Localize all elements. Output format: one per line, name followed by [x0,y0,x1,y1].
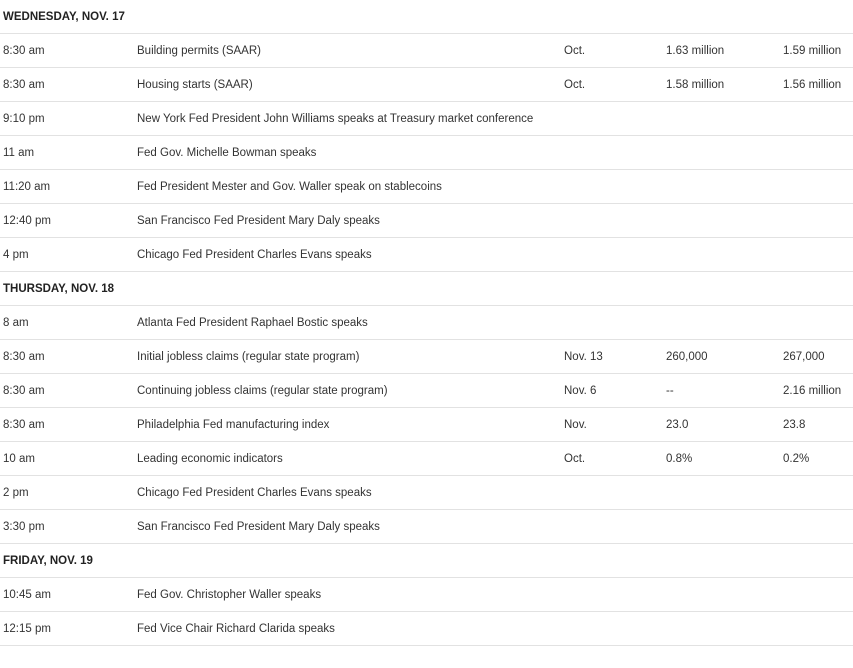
event-period: Nov. 6 [564,385,597,397]
event-forecast: 23.0 [666,419,689,431]
event-previous: 23.8 [783,419,806,431]
event-description: Housing starts (SAAR) [137,79,253,91]
day-header [0,272,853,306]
event-time: 8:30 am [3,385,45,397]
event-description: Fed Gov. Michelle Bowman speaks [137,147,317,159]
day-title: WEDNESDAY, NOV. 17 [3,11,125,23]
event-period: Oct. [564,79,586,91]
event-previous: 0.2% [783,453,810,465]
event-time: 12:40 pm [3,215,51,227]
event-description: San Francisco Fed President Mary Daly speaks [137,521,380,533]
event-description: Continuing jobless claims (regular state program) [137,385,388,397]
event-row [0,612,853,646]
event-row [0,408,853,442]
event-previous: 1.59 million [783,45,842,57]
event-time: 9:10 pm [3,113,45,125]
event-row [0,510,853,544]
event-row [0,136,853,170]
event-period: Nov. [564,419,587,431]
day-title: FRIDAY, NOV. 19 [3,555,93,567]
day-header [0,544,853,578]
event-time: 8 am [3,317,29,329]
event-time: 3:30 pm [3,521,45,533]
event-description: Chicago Fed President Charles Evans speaks [137,249,372,261]
event-row [0,442,853,476]
event-previous: 1.56 million [783,79,842,91]
event-row [0,102,853,136]
event-description: Philadelphia Fed manufacturing index [137,419,330,431]
event-time: 8:30 am [3,45,45,57]
event-time: 8:30 am [3,351,45,363]
event-row [0,476,853,510]
event-row [0,340,853,374]
event-forecast: 1.63 million [666,45,725,57]
event-row [0,374,853,408]
event-description: Leading economic indicators [137,453,283,465]
event-row [0,204,853,238]
day-header [0,0,853,34]
event-description: Fed President Mester and Gov. Waller speak on stablecoins [137,181,442,193]
event-time: 11 am [3,147,35,159]
event-description: New York Fed President John Williams speaks at Treasury market conference [137,113,534,125]
event-time: 8:30 am [3,419,45,431]
event-time: 10:45 am [3,589,51,601]
event-row [0,578,853,612]
event-period: Nov. 13 [564,351,603,363]
event-row [0,34,853,68]
event-period: Oct. [564,453,586,465]
event-description: Atlanta Fed President Raphael Bostic speaks [137,317,368,329]
event-description: San Francisco Fed President Mary Daly speaks [137,215,380,227]
day-title: THURSDAY, NOV. 18 [3,283,114,295]
event-row [0,68,853,102]
event-forecast: 260,000 [666,351,708,363]
event-time: 10 am [3,453,35,465]
event-time: 12:15 pm [3,623,51,635]
event-forecast: -- [666,385,674,397]
event-time: 11:20 am [3,181,51,193]
event-row [0,238,853,272]
event-description: Initial jobless claims (regular state program) [137,351,360,363]
event-description: Building permits (SAAR) [137,45,261,57]
event-description: Fed Vice Chair Richard Clarida speaks [137,623,335,635]
event-forecast: 0.8% [666,453,693,465]
event-period: Oct. [564,45,586,57]
event-time: 8:30 am [3,79,45,91]
event-previous: 267,000 [783,351,825,363]
event-forecast: 1.58 million [666,79,725,91]
event-row [0,306,853,340]
event-previous: 2.16 million [783,385,842,397]
event-row [0,170,853,204]
event-time: 4 pm [3,249,29,261]
event-description: Chicago Fed President Charles Evans speaks [137,487,372,499]
event-description: Fed Gov. Christopher Waller speaks [137,589,322,601]
event-time: 2 pm [3,487,29,499]
